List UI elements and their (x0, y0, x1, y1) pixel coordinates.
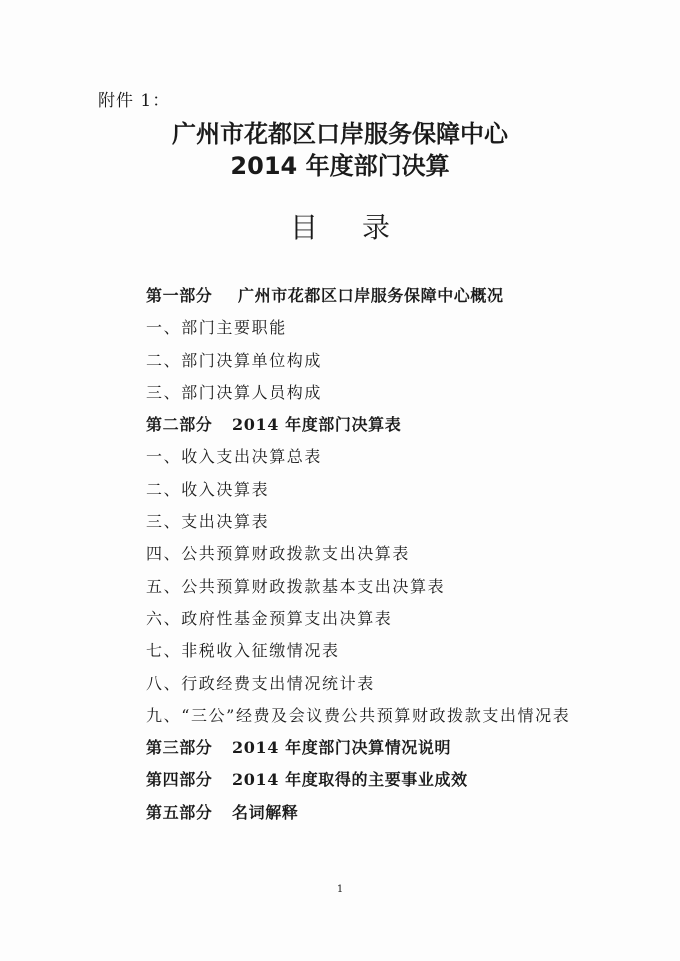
toc-entry-text: 七、非税收入征缴情况表 (146, 641, 340, 661)
toc-entry-text: 九、“三公”经费及会议费公共预算财政拨款支出情况表 (146, 705, 571, 725)
toc-part-label: 第二部分 (146, 415, 213, 435)
toc-item (146, 312, 626, 344)
toc-item (146, 474, 626, 506)
toc-item (146, 668, 626, 700)
toc-entry-text: 2014 年度取得的主要事业成效 (232, 770, 468, 790)
toc-heading: 目录 (289, 211, 434, 244)
toc-entry-text: 四、公共预算财政拨款支出决算表 (146, 544, 411, 564)
toc-item (146, 635, 626, 667)
toc-part-heading (146, 764, 626, 796)
toc-entry-text: 五、公共预算财政拨款基本支出决算表 (146, 576, 446, 596)
document-title-line-1: 广州市花都区口岸服务保障中心 (172, 120, 508, 148)
annex-label: 附件 1： (98, 91, 171, 111)
toc-item (146, 441, 626, 473)
toc-part-heading (146, 732, 626, 764)
toc-entry-text: 三、部门决算人员构成 (146, 382, 323, 402)
toc-item (146, 377, 626, 409)
toc-item (146, 538, 626, 570)
toc-part-label: 第五部分 (146, 802, 213, 822)
toc-part-heading (146, 280, 626, 312)
toc-item (146, 571, 626, 603)
toc-entry-text: 三、支出决算表 (146, 512, 270, 532)
page-number: 1 (336, 884, 344, 895)
toc-part-label: 第一部分 (146, 286, 213, 305)
toc-entry-text: 二、收入决算表 (146, 479, 270, 499)
toc-part-label: 第三部分 (146, 738, 213, 758)
toc-part-heading (146, 409, 626, 441)
toc-item (146, 700, 626, 732)
toc-item (146, 603, 626, 635)
toc-entry-text: 2014 年度部门决算表 (232, 415, 402, 435)
toc-entry-text: 六、政府性基金预算支出决算表 (146, 608, 393, 628)
toc-part-heading (146, 797, 626, 829)
toc-entry-text: 2014 年度部门决算情况说明 (232, 738, 452, 758)
toc-entry-text: 一、部门主要职能 (146, 318, 287, 338)
toc-item (146, 506, 626, 538)
toc-part-label: 第四部分 (146, 770, 213, 790)
toc-item (146, 345, 626, 377)
document-title-line-2: 2014 年度部门决算 (230, 152, 450, 180)
toc-entry-text: 名词解释 (232, 802, 299, 822)
toc-entry-text: 广州市花都区口岸服务保障中心概况 (238, 286, 504, 305)
toc-entry-text: 一、收入支出决算总表 (146, 447, 323, 467)
table-of-contents (146, 280, 626, 829)
toc-entry-text: 八、行政经费支出情况统计表 (146, 673, 375, 693)
toc-entry-text: 二、部门决算单位构成 (146, 350, 323, 370)
